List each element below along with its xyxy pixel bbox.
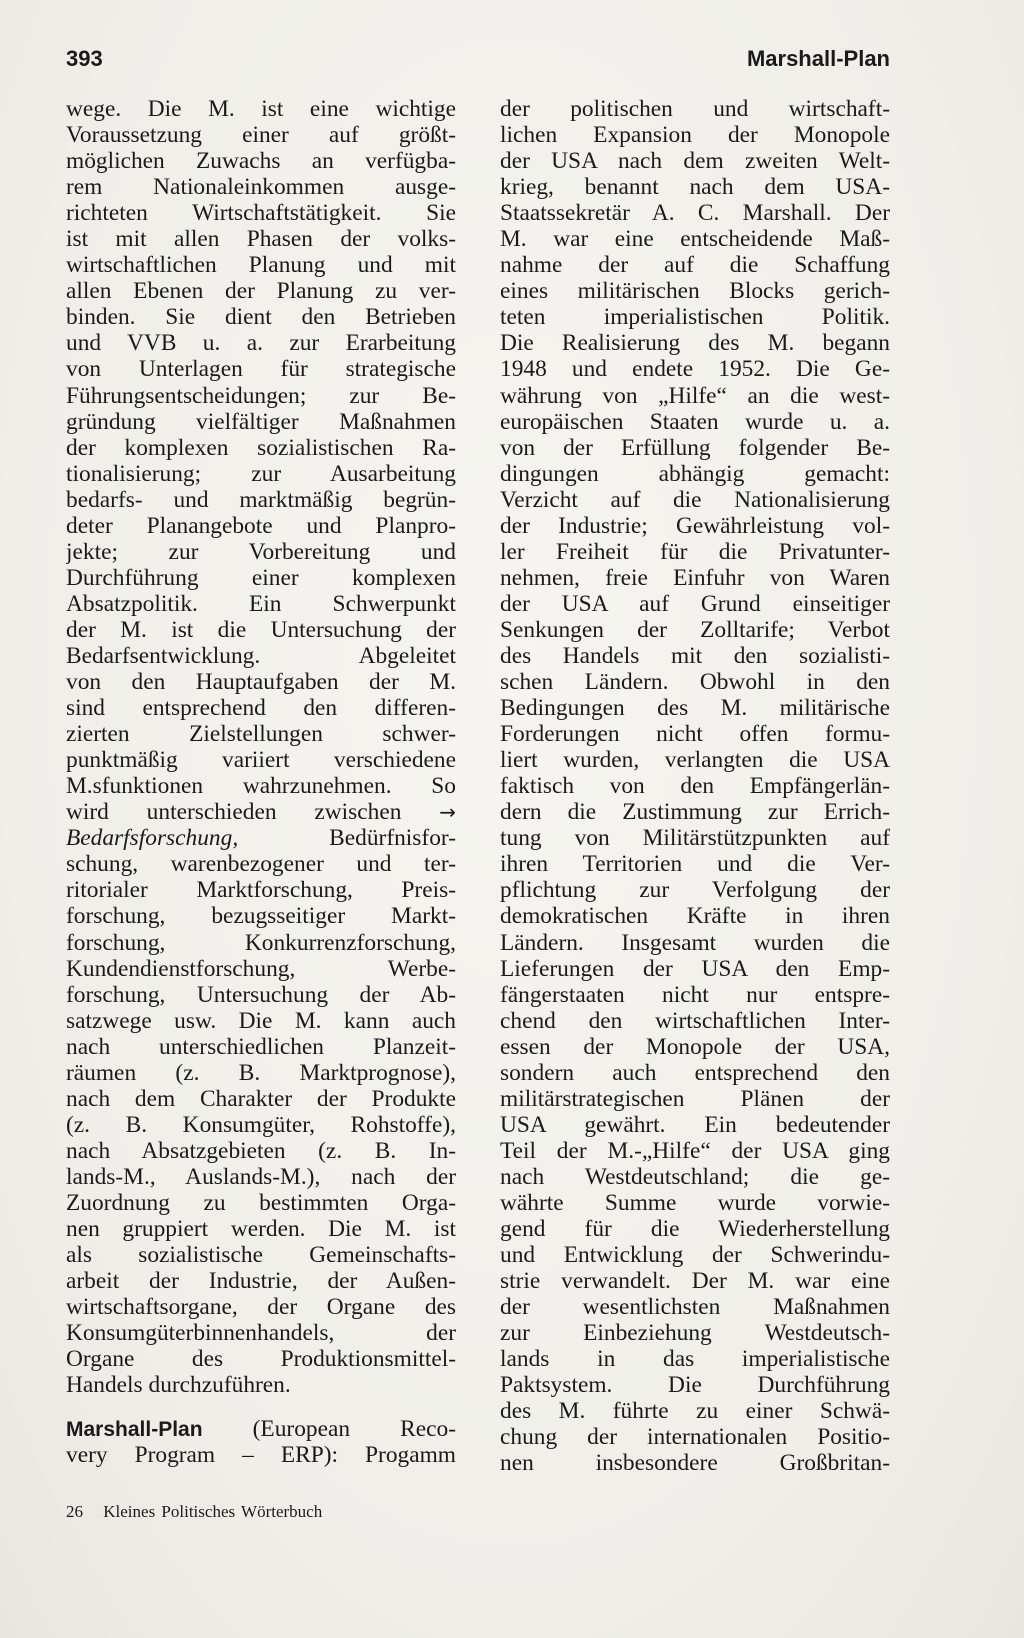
text-line: Die Realisierung des M. begann: [500, 330, 890, 357]
text-line: räumen (z. B. Marktprognose),: [66, 1059, 456, 1086]
text-line: Bedingungen des M. militärische: [500, 695, 890, 722]
text-line: und Entwicklung der Schwerindu-: [500, 1242, 890, 1269]
text-line: ist mit allen Phasen der volks-: [66, 226, 456, 253]
left-column: [66, 96, 456, 1468]
text-line: [66, 825, 456, 851]
text-line: der USA nach dem zweiten Welt-: [500, 148, 890, 175]
text-line: sondern auch entsprechend den: [500, 1059, 890, 1086]
text-line: der M. ist die Untersuchung der: [66, 616, 456, 643]
text-line: Organe des Produktionsmittel-: [66, 1346, 456, 1373]
text-line: währung von „Hilfe“ an die west-: [500, 382, 890, 409]
running-head: Marshall-Plan: [746, 46, 890, 71]
text-line: Ländern. Insgesamt wurden die: [500, 929, 890, 956]
text-line: Paktsystem. Die Durchführung: [500, 1372, 890, 1399]
text-line: Durchführung einer komplexen: [66, 564, 456, 591]
cross-reference-arrow-icon: →: [439, 800, 456, 825]
text-line: essen der Monopole der USA,: [500, 1033, 890, 1060]
text-line: forschung, Untersuchung der Ab-: [66, 981, 456, 1008]
text-line: nach dem Charakter der Produkte: [66, 1085, 456, 1112]
text-line: tionalisierung; zur Ausarbeitung: [66, 460, 456, 487]
text-line: pflichtung zur Verfolgung der: [500, 877, 890, 904]
entry-headword: Marshall-Plan: [66, 1418, 203, 1442]
text-line: Staatssekretär A. C. Marshall. Der: [500, 200, 890, 227]
text-line: gend für die Wiederherstellung: [500, 1216, 890, 1243]
book-title: Kleines Politisches Wörterbuch: [103, 1502, 323, 1521]
text-line: dern die Zustimmung zur Errich-: [500, 799, 890, 826]
text-line: nehmen, freie Einfuhr von Waren: [500, 564, 890, 591]
text-line: arbeit der Industrie, der Außen-: [66, 1268, 456, 1295]
text-line: chung der internationalen Positio-: [500, 1424, 890, 1451]
text-line: rem Nationaleinkommen ausge-: [66, 174, 456, 201]
text-line: schen Ländern. Obwohl in den: [500, 669, 890, 696]
text-line: forschung, bezugsseitiger Markt-: [66, 903, 456, 930]
text-line: Senkungen der Zolltarife; Verbot: [500, 616, 890, 643]
text-line: nahme der auf die Schaffung: [500, 252, 890, 279]
text-line: lichen Expansion der Monopole: [500, 122, 890, 149]
text-line: Absatzpolitik. Ein Schwerpunkt: [66, 590, 456, 617]
page-footer: [66, 1502, 322, 1522]
text-line: währte Summe wurde vorwie-: [500, 1189, 890, 1216]
text-line: fängerstaaten nicht nur entspre-: [500, 981, 890, 1008]
text-line: wege. Die M. ist eine wichtige: [66, 96, 456, 122]
text-line: tung von Militärstützpunkten auf: [500, 825, 890, 852]
text-line: als sozialistische Gemeinschafts-: [66, 1242, 456, 1269]
text-line: möglichen Zuwachs an verfügba-: [66, 148, 456, 175]
text-line: lands in das imperialistische: [500, 1346, 890, 1373]
text-line: zur Einbeziehung Westdeutsch-: [500, 1320, 890, 1347]
text-line: von den Hauptaufgaben der M.: [66, 669, 456, 696]
text-line: Verzicht auf die Nationalisierung: [500, 486, 890, 513]
text-line: nach Westdeutschland; die ge-: [500, 1163, 890, 1190]
text-line: teten imperialistischen Politik.: [500, 304, 890, 331]
text-line: [66, 799, 456, 825]
text-line: chend den wirtschaftlichen Inter-: [500, 1007, 890, 1034]
text-line: binden. Sie dient den Betrieben: [66, 304, 456, 331]
text-line: nen gruppiert werden. Die M. ist: [66, 1216, 456, 1243]
text-line: Handels durchzuführen.: [66, 1372, 291, 1399]
text-line: der Industrie; Gewährleistung vol-: [500, 512, 890, 539]
text-line: gründung vielfältiger Maßnahmen: [66, 408, 456, 435]
text-line: schung, warenbezogener und ter-: [66, 851, 456, 878]
text-line: der USA auf Grund einseitiger: [500, 590, 890, 617]
text-line: 1948 und endete 1952. Die Ge-: [500, 356, 890, 383]
text-line: deter Planangebote und Planpro-: [66, 512, 456, 539]
text-line: punktmäßig variiert verschiedene: [66, 747, 456, 774]
text-line: wirtschaftsorgane, der Organe des: [66, 1294, 456, 1321]
text-line: sind entsprechend den differen-: [66, 695, 456, 722]
text-line: lands-M., Auslands-M.), nach der: [66, 1163, 456, 1190]
paragraph-gap: [66, 1398, 456, 1416]
text-line: des M. führte zu einer Schwä-: [500, 1398, 890, 1425]
line-text: wird unterschieden zwischen: [66, 799, 402, 826]
text-line: zierten Zielstellungen schwer-: [66, 721, 456, 748]
text-line: der wesentlichsten Maßnahmen: [500, 1294, 890, 1321]
text-line: Forderungen nicht offen formu-: [500, 721, 890, 748]
text-line: Voraussetzung einer auf größt-: [66, 122, 456, 149]
text-line: europäischen Staaten wurde u. a.: [500, 408, 890, 435]
text-line: bedarfs- und marktmäßig begrün-: [66, 486, 456, 513]
text-line: Teil der M.-„Hilfe“ der USA ging: [500, 1137, 890, 1164]
text-line: dingungen abhängig gemacht:: [500, 460, 890, 487]
text-line: der politischen und wirtschaft-: [500, 96, 890, 122]
text-line: forschung, Konkurrenzforschung,: [66, 929, 456, 956]
text-line: very Program – ERP): Progamm: [66, 1442, 456, 1469]
text-line: ritorialer Marktforschung, Preis-: [66, 877, 456, 904]
text-line: Lieferungen der USA den Emp-: [500, 955, 890, 982]
text-line: richteten Wirtschaftstätigkeit. Sie: [66, 200, 456, 227]
text-line: von Unterlagen für strategische: [66, 356, 456, 383]
text-line: faktisch von den Empfängerlän-: [500, 773, 890, 800]
entry-head-line: [66, 1416, 456, 1442]
text-line: nen insbesondere Großbritan-: [500, 1450, 890, 1477]
text-line: der komplexen sozialistischen Ra-: [66, 434, 456, 461]
text-line: Kundendienstforschung, Werbe-: [66, 955, 456, 982]
text-line: nach unterschiedlichen Planzeit-: [66, 1033, 456, 1060]
line-text: Bedürfnisfor-: [329, 825, 456, 852]
text-line: Bedarfsentwicklung. Abgeleitet: [66, 642, 456, 669]
text-line: M.sfunktionen wahrzunehmen. So: [66, 773, 456, 800]
text-line: M. war eine entscheidende Maß-: [500, 226, 890, 253]
text-line: allen Ebenen der Planung zu ver-: [66, 278, 456, 305]
page-header: [66, 46, 890, 76]
text-line: eines militärischen Blocks gerich-: [500, 278, 890, 305]
text-line: von der Erfüllung folgender Be-: [500, 434, 890, 461]
text-line: wirtschaftlichen Planung und mit: [66, 252, 456, 279]
text-line: strie verwandelt. Der M. war eine: [500, 1268, 890, 1295]
text-line: und VVB u. a. zur Erarbeitung: [66, 330, 456, 357]
page-number: 393: [66, 46, 103, 71]
text-line: demokratischen Kräfte in ihren: [500, 903, 890, 930]
text-line: liert wurden, verlangten die USA: [500, 747, 890, 774]
text-line: des Handels mit den sozialisti-: [500, 642, 890, 669]
line-text: (European Reco-: [252, 1416, 456, 1443]
text-line: (z. B. Konsumgüter, Rohstoffe),: [66, 1111, 456, 1138]
cross-reference-term: Bedarfsforschung,: [66, 825, 239, 852]
text-line: nach Absatzgebieten (z. B. In-: [66, 1137, 456, 1164]
text-line: jekte; zur Vorbereitung und: [66, 538, 456, 565]
text-line: ler Freiheit für die Privatunter-: [500, 538, 890, 565]
text-line: Führungsentscheidungen; zur Be-: [66, 382, 456, 409]
text-line: Konsumgüterbinnenhandels, der: [66, 1320, 456, 1347]
sheet-signature: 26: [66, 1502, 83, 1521]
text-line: krieg, benannt nach dem USA-: [500, 174, 890, 201]
text-line: USA gewährt. Ein bedeutender: [500, 1111, 890, 1138]
text-line: ihren Territorien und die Ver-: [500, 851, 890, 878]
text-line: militärstrategischen Plänen der: [500, 1085, 890, 1112]
text-line: Zuordnung zu bestimmten Orga-: [66, 1189, 456, 1216]
right-column: [500, 96, 890, 1476]
text-line: satzwege usw. Die M. kann auch: [66, 1007, 456, 1034]
